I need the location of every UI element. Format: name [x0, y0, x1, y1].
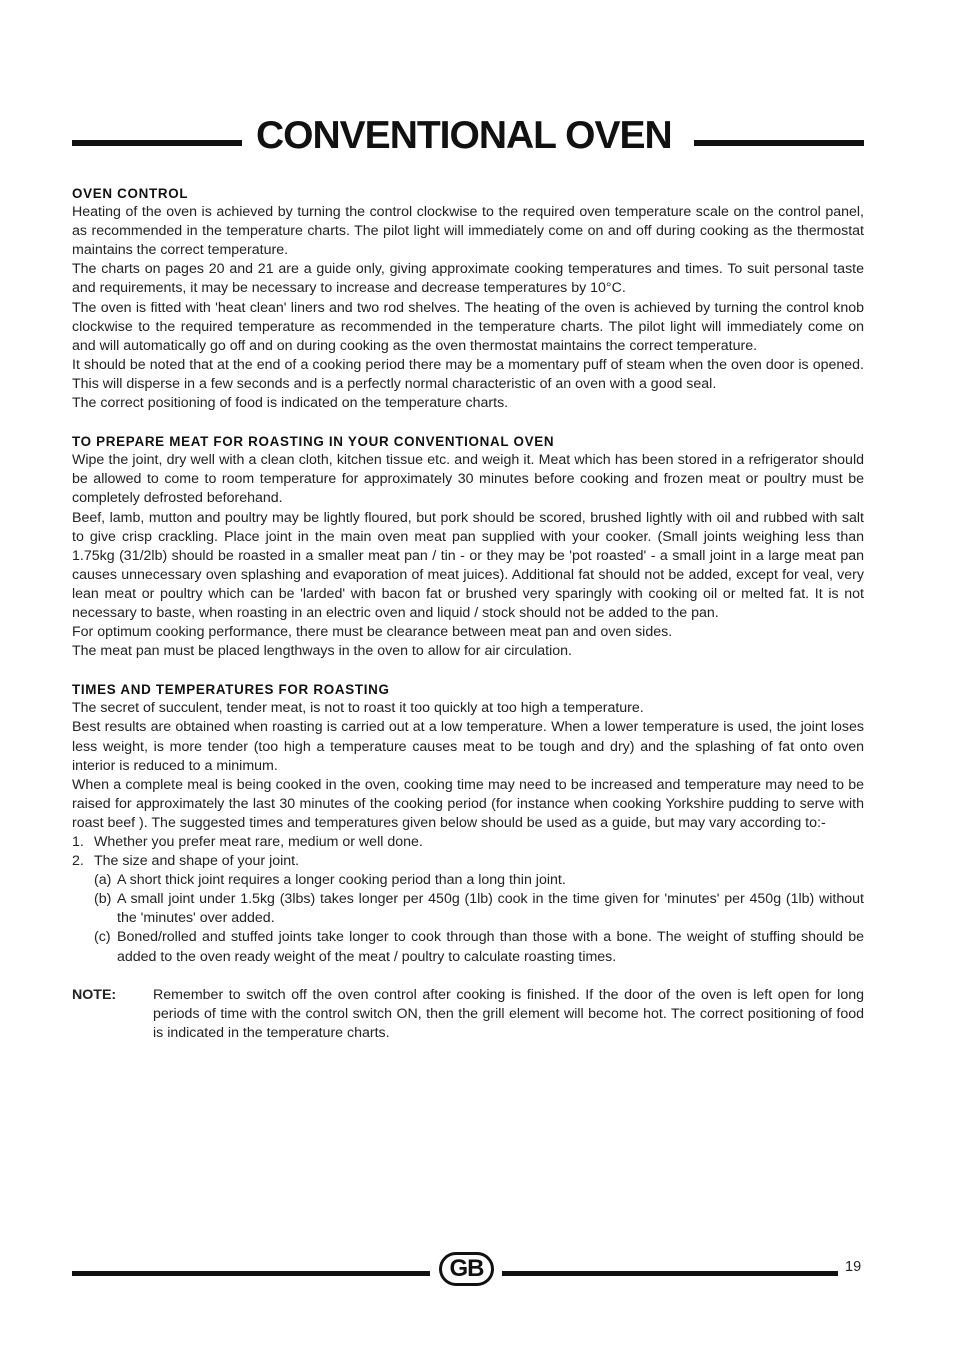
section-heading: TO PREPARE MEAT FOR ROASTING IN YOUR CONVENTIONAL OVEN	[72, 434, 555, 450]
page-number: 19	[845, 1259, 862, 1275]
paragraph: Best results are obtained when roasting is carried out at a low temperature. When a lower temperature is used, the joint loses less weight, is more tender (too high a temperature causes meat to be tough and dry) and the splashing of fat onto oven interior is reduced to a minimum.	[72, 719, 864, 774]
sublist-item	[72, 890, 864, 928]
paragraph: Wipe the joint, dry well with a clean cloth, kitchen tissue etc. and weigh it. Meat which has been stored in a refrigerator should be allowed to come to room temperature for approximately 30 minutes before cooking and frozen meat or poultry must be completely defrosted beforehand.	[72, 452, 864, 507]
paragraph: When a complete meal is being cooked in the oven, cooking time may need to be increased and temperature may need to be raised for approximately the last 30 minutes of the cooking period (for instance when cooking Yorkshire pudding to serve with roast beef ). The suggested times and temperatures given below should be used as a guide, but may vary according to:-	[72, 776, 864, 831]
list-item	[72, 852, 864, 871]
page-content	[72, 184, 864, 1043]
country-badge: GB	[439, 1252, 494, 1286]
note-label: NOTE:	[72, 986, 117, 1003]
section-times-temperatures	[72, 680, 864, 966]
paragraph: The meat pan must be placed lengthways in the oven to allow for air circulation.	[72, 643, 572, 660]
note-block	[72, 986, 864, 1043]
list-number: 2.	[72, 853, 84, 870]
sublist-item	[72, 928, 864, 966]
list-number: 1.	[72, 834, 84, 850]
section-oven-control	[72, 184, 864, 413]
paragraph: The secret of succulent, tender meat, is not to roast it too quickly at too high a temperature.	[72, 700, 644, 717]
section-heading: OVEN CONTROL	[72, 186, 189, 201]
sublist-text: A small joint under 1.5kg (3lbs) takes longer per 450g (1lb) cook in the time given for 'minutes' per 450g (1lb) without the 'minutes' over added.	[117, 891, 864, 927]
paragraph: It should be noted that at the end of a cooking period there may be a momentary puff of steam when the oven door is opened. This will disperse in a few seconds and is a perfectly normal characteristic of an oven with a good seal.	[72, 356, 864, 392]
sublist-letter: (b)	[94, 891, 112, 908]
sublist-text: Boned/rolled and stuffed joints take longer to cook through than those with a bone. The weight of stuffing should be added to the oven ready weight of the meat / poultry to calculate roasting times.	[117, 929, 864, 965]
sublist-text: A short thick joint requires a longer cooking period than a long thin joint.	[117, 872, 566, 889]
title-rule-left	[72, 140, 242, 146]
section-heading: TIMES AND TEMPERATURES FOR ROASTING	[72, 682, 390, 698]
paragraph: For optimum cooking performance, there must be clearance between meat pan and oven sides.	[72, 624, 673, 641]
paragraph: Heating of the oven is achieved by turning the control clockwise to the required oven temperature scale on the control panel, as recommended in the temperature charts. The pilot light will immediately come on and off during cooking as the thermostat maintains the correct temperature.	[72, 204, 864, 259]
page-title: CONVENTIONAL OVEN	[256, 114, 672, 157]
footer-rule-right	[502, 1271, 838, 1276]
list-text: The size and shape of your joint.	[94, 853, 300, 870]
list-text: Whether you prefer meat rare, medium or well done.	[94, 834, 423, 850]
sublist-letter: (a)	[94, 872, 112, 889]
sublist-letter: (c)	[94, 929, 111, 946]
note-text: Remember to switch off the oven control after cooking is finished. If the door of the oven is left open for long periods of time with the control switch ON, then the grill element will become hot. The correct positioning of food is indicated in the temperature charts.	[153, 986, 864, 1041]
footer	[72, 1252, 864, 1288]
footer-rule-left	[72, 1271, 430, 1276]
title-row	[72, 112, 864, 160]
list-item	[72, 833, 864, 852]
section-prepare-meat	[72, 432, 864, 661]
paragraph: The correct positioning of food is indicated on the temperature charts.	[72, 395, 509, 412]
paragraph: The oven is fitted with 'heat clean' liners and two rod shelves. The heating of the oven is achieved by turning the control knob clockwise to the required temperature as recommended in the temperature charts. The pilot light will immediately come on and will automatically go off and on during cooking as the oven thermostat maintains the correct temperature.	[72, 299, 864, 354]
paragraph: The charts on pages 20 and 21 are a guide only, giving approximate cooking temperatures and times. To suit personal taste and requirements, it may be necessary to increase and decrease temperatures by 10°C.	[72, 261, 864, 297]
title-rule-right	[694, 140, 864, 146]
paragraph: Beef, lamb, mutton and poultry may be lightly floured, but pork should be scored, brushed lightly with oil and rubbed with salt to give crisp crackling. Place joint in the main oven meat pan supplied with your cooker. (Small joints weighing less than 1.75kg (31/2lb) should be roasted in a smaller meat pan / tin - or they may be 'pot roasted' - a small joint in a large meat pan causes unnecessary oven splashing and evaporation of meat juices). Additional fat should not be added, except for veal, very lean meat or poultry which can be 'larded' with bacon fat or brushed very sparingly with cooking oil or melted fat. It is not necessary to baste, when roasting in an electric oven and liquid / stock should not be added to the pan.	[72, 509, 864, 621]
sublist-item	[72, 871, 864, 890]
